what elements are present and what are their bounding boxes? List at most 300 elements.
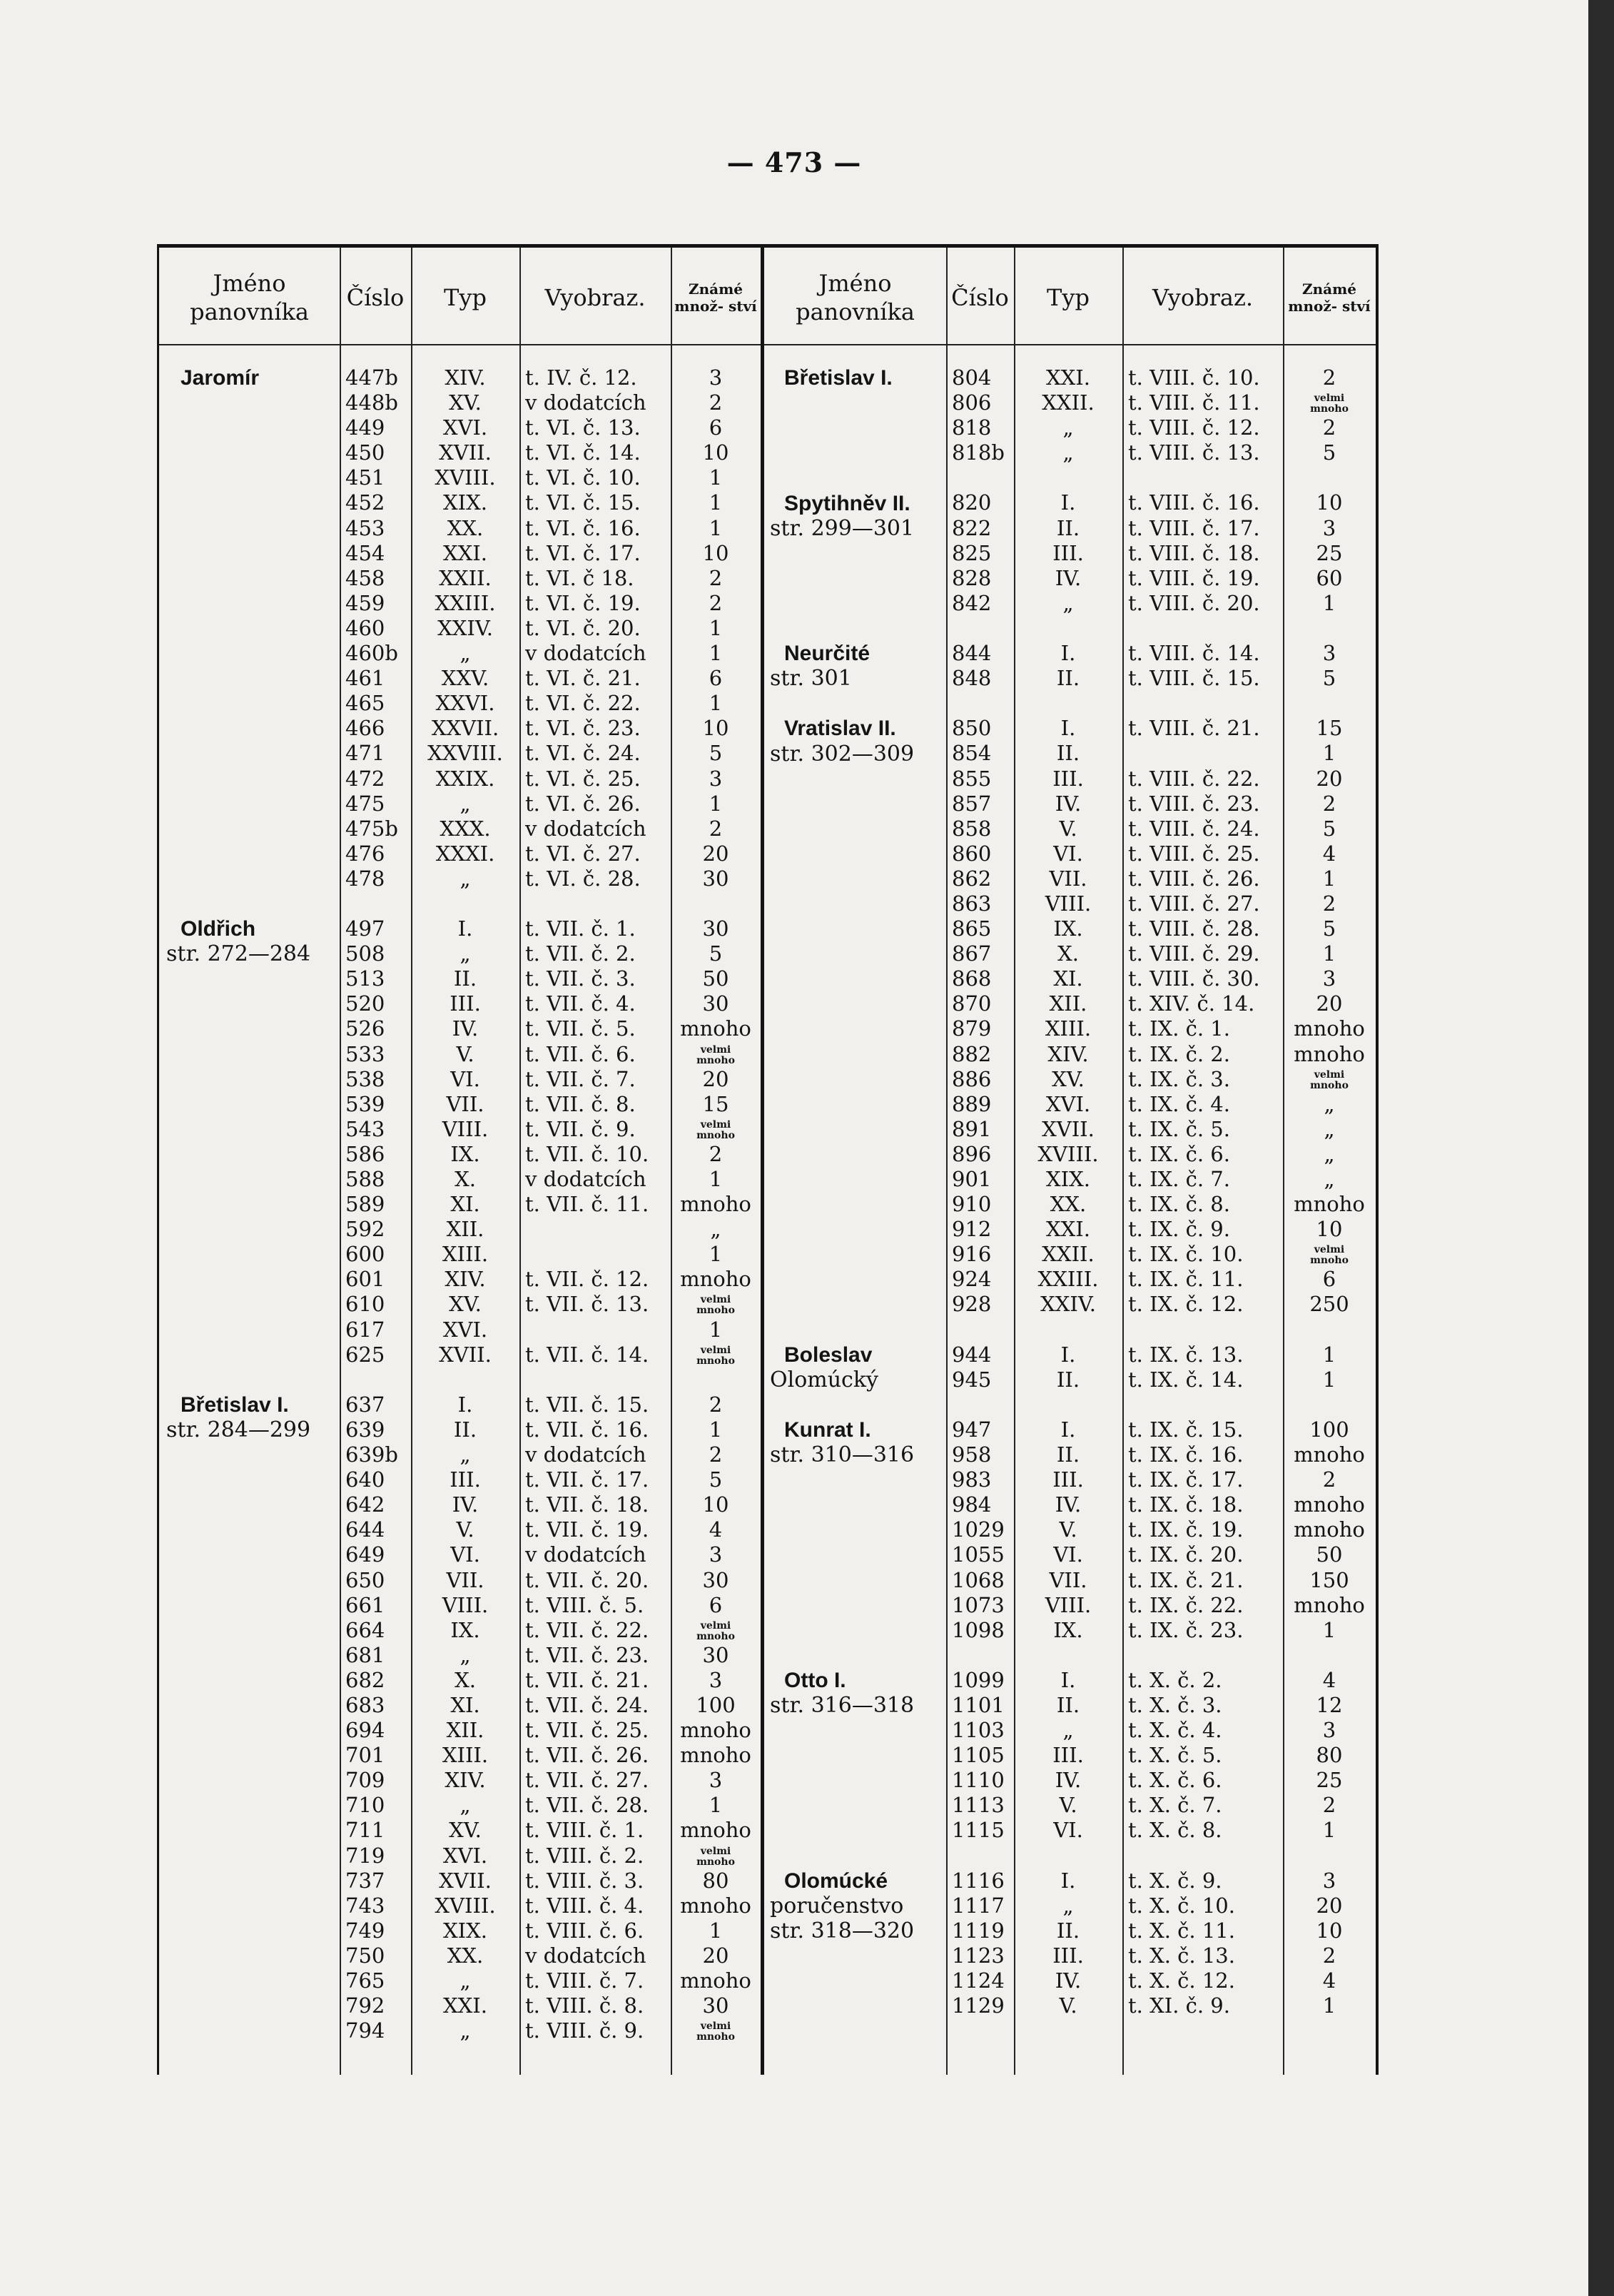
ruler-name: Olomúcké (784, 1869, 888, 1893)
illustration-ref-cell: t. IV. č. 12. (525, 365, 637, 390)
coin-type-cell: X. (1057, 941, 1079, 966)
coin-number-cell: 694 (345, 1718, 385, 1743)
coin-type-cell: XIII. (442, 1743, 489, 1768)
coin-number-cell: 944 (952, 1342, 992, 1367)
known-quantity-cell: mnoho (680, 1743, 751, 1768)
known-quantity-cell: 6 (709, 415, 723, 440)
coin-type-cell: „ (1062, 1893, 1074, 1918)
illustration-ref-cell: t. VIII. č. 21. (1128, 716, 1260, 741)
coin-type-cell: XXI. (443, 1993, 487, 2018)
illustration-ref-cell: t. VII. č. 22. (525, 1617, 649, 1642)
illustration-ref-cell: t. X. č. 13. (1128, 1943, 1235, 1968)
coin-type-cell: II. (1056, 741, 1080, 766)
coin-number-cell: 592 (345, 1217, 385, 1242)
known-quantity-cell: 6 (1322, 1267, 1336, 1292)
illustration-ref-cell: t. IX. č. 9. (1128, 1217, 1230, 1242)
coin-type-cell: XVII. (439, 1342, 492, 1367)
illustration-ref-cell: t. VII. č. 2. (525, 941, 636, 966)
illustration-ref-cell: v dodatcích (525, 816, 646, 841)
known-quantity-cell: 3 (1322, 1868, 1336, 1893)
known-quantity-cell: 1 (1322, 1993, 1336, 2018)
coin-number-cell: 640 (345, 1467, 385, 1492)
coin-number-cell: 639 (345, 1417, 385, 1442)
known-quantity-cell (671, 891, 761, 916)
illustration-ref-cell: t. VII. č. 24. (525, 1692, 649, 1717)
coin-type-cell: VI. (450, 1066, 480, 1091)
illustration-ref-cell: t. VII. č. 23. (525, 1642, 649, 1667)
coin-number-cell: 750 (345, 1943, 385, 1968)
coin-number-cell: 539 (345, 1091, 385, 1116)
coin-type-cell: „ (1062, 440, 1074, 465)
coin-number-cell: 649 (345, 1542, 385, 1567)
coin-number-cell: 882 (952, 1041, 992, 1066)
coin-number-cell: 661 (345, 1592, 385, 1617)
coin-type-cell: XXV. (441, 666, 489, 691)
illustration-ref-cell: t. IX. č. 21. (1128, 1567, 1244, 1592)
known-quantity-cell: 10 (702, 716, 729, 741)
coin-number-cell: 460 (345, 615, 385, 640)
known-quantity-cell: mnoho (1294, 1041, 1365, 1066)
coin-type-cell: „ (460, 1642, 471, 1667)
known-quantity-cell: 3 (709, 1542, 723, 1567)
coin-type-cell: V. (456, 1041, 474, 1066)
coin-number-cell: 984 (952, 1492, 992, 1517)
known-quantity-cell: mnoho (1294, 1016, 1365, 1041)
known-quantity-cell: 5 (709, 1467, 723, 1492)
coin-number-cell: 586 (345, 1141, 385, 1166)
coin-number-cell: 912 (952, 1217, 992, 1242)
known-quantity-cell: 30 (702, 991, 729, 1016)
known-quantity-cell: 3 (1322, 1718, 1336, 1743)
known-quantity-cell: 6 (709, 1592, 723, 1617)
coin-number-cell: 886 (952, 1066, 992, 1091)
known-quantity-cell: 5 (1322, 916, 1336, 941)
illustration-ref-cell (519, 891, 671, 916)
velmi-mnoho-note: velmi mnoho (696, 1294, 735, 1317)
known-quantity-cell: 2 (709, 1392, 723, 1417)
illustration-ref-cell: t. IX. č. 20. (1128, 1542, 1244, 1567)
coin-number-cell: 889 (952, 1091, 992, 1116)
coin-type-cell: XVIII. (1037, 1141, 1099, 1166)
coin-type-cell (1014, 1318, 1122, 1342)
coin-number-cell: 683 (345, 1692, 385, 1717)
illustration-ref-cell: t. IX. č. 8. (1128, 1192, 1230, 1217)
illustration-ref-cell: t. IX. č. 17. (1128, 1467, 1244, 1492)
coin-type-cell: XIV. (445, 1267, 486, 1292)
coin-number-cell: 471 (345, 741, 385, 766)
header-name: Jméno panovníka (796, 270, 915, 325)
coin-type-cell: XVI. (442, 1317, 488, 1342)
coin-type-cell: XVIII. (435, 465, 496, 490)
known-quantity-cell: 1 (709, 1918, 723, 1943)
known-quantity-cell: mnoho (680, 1968, 751, 1993)
known-quantity-cell: 3 (1322, 641, 1336, 666)
coin-number-cell (340, 1367, 411, 1392)
illustration-ref-cell: t. IX. č. 3. (1128, 1066, 1230, 1091)
coin-type-cell: VIII. (442, 1116, 489, 1141)
coin-number-cell: 863 (952, 891, 992, 916)
illustration-ref-cell (1122, 616, 1283, 641)
illustration-ref-cell (1122, 1643, 1283, 1668)
coin-number-cell: 794 (345, 2018, 385, 2043)
ruler-name: Břetislav I. (784, 366, 893, 390)
illustration-ref-cell: t. VIII. č. 27. (1128, 891, 1260, 916)
coin-number-cell: 901 (952, 1167, 992, 1191)
coin-type-cell: VII. (1049, 1567, 1087, 1592)
coin-type-cell: I. (1060, 641, 1076, 666)
coin-number-cell: 828 (952, 565, 992, 590)
illustration-ref-cell: t. VIII. č. 22. (1128, 766, 1260, 791)
coin-type-cell: IV. (452, 1492, 479, 1517)
coin-number-cell: 1098 (952, 1617, 1005, 1642)
coin-type-cell: II. (1056, 666, 1080, 691)
illustration-ref-cell: t. IX. č. 5. (1128, 1116, 1230, 1141)
illustration-ref-cell: t. VIII. č. 7. (525, 1968, 644, 1993)
illustration-ref-cell: t. VI. č. 13. (525, 415, 641, 440)
known-quantity-cell: 1 (1322, 1367, 1336, 1392)
illustration-ref-cell: t. X. č. 5. (1128, 1743, 1222, 1768)
coin-type-cell: I. (1060, 1417, 1076, 1442)
coin-number-cell: 896 (952, 1141, 992, 1166)
coin-type-cell: XXII. (1042, 1242, 1095, 1267)
coin-type-cell: „ (1062, 1718, 1074, 1743)
coin-type-cell: II. (1056, 1442, 1080, 1467)
coin-number-cell: 601 (345, 1267, 385, 1292)
illustration-ref-cell: v dodatcích (525, 1943, 646, 1968)
illustration-ref-cell (1122, 1844, 1283, 1868)
coin-type-cell: IV. (1055, 1968, 1082, 1993)
known-quantity-cell: 50 (1316, 1542, 1343, 1567)
coin-type-cell: XVIII. (435, 1893, 496, 1918)
coin-number-cell (946, 1844, 1014, 1868)
coin-type-cell: VIII. (1045, 891, 1092, 916)
coin-number-cell: 520 (345, 991, 385, 1016)
known-quantity-cell: 2 (1322, 415, 1336, 440)
velmi-mnoho-note: velmi mnoho (696, 1619, 735, 1642)
known-quantity-cell: „ (1324, 1141, 1335, 1166)
illustration-ref-cell: t. X. č. 3. (1128, 1692, 1222, 1717)
known-quantity-cell: 2 (709, 590, 723, 615)
illustration-ref-cell: v dodatcích (525, 641, 646, 666)
coin-type-cell: XI. (450, 1192, 480, 1217)
coin-number-cell: 681 (345, 1642, 385, 1667)
page-number: — 473 — (726, 146, 862, 178)
known-quantity-cell: 10 (1316, 1918, 1343, 1943)
coin-number-cell (946, 616, 1014, 641)
coin-type-cell: XV. (449, 1818, 482, 1843)
illustration-ref-cell: t. VI. č. 28. (525, 866, 641, 891)
coin-type-cell: II. (453, 966, 477, 991)
known-quantity-cell (1283, 1318, 1376, 1342)
illustration-ref-cell (519, 1242, 671, 1267)
coin-type-cell: XXVI. (435, 691, 495, 716)
coin-type-cell: IX. (450, 1617, 480, 1642)
ruler-page-range: str. 316—318 (770, 1693, 915, 1719)
coin-type-cell (1014, 465, 1122, 490)
illustration-ref-cell: t. VII. č. 8. (525, 1091, 636, 1116)
illustration-ref-cell: t. VII. č. 26. (525, 1743, 649, 1768)
illustration-ref-cell: t. VII. č. 13. (525, 1292, 649, 1317)
illustration-ref-cell: t. VI. č. 21. (525, 666, 641, 691)
coin-number-cell: 855 (952, 766, 992, 791)
known-quantity-cell: 3 (709, 365, 723, 390)
ruler-name: Neurčité (784, 642, 871, 666)
coin-number-cell: 862 (952, 866, 992, 891)
known-quantity-cell: 5 (1322, 666, 1336, 691)
coin-type-cell: IV. (452, 1016, 479, 1041)
coin-number-cell: 947 (952, 1417, 992, 1442)
coin-number-cell: 460b (345, 641, 398, 666)
coin-number-cell (946, 465, 1014, 490)
known-quantity-cell: 3 (1322, 966, 1336, 991)
known-quantity-cell: „ (1324, 1167, 1335, 1191)
known-quantity-cell: 60 (1316, 565, 1343, 590)
known-quantity-cell: 2 (1322, 791, 1336, 816)
known-quantity-cell: 2 (709, 1442, 723, 1467)
illustration-ref-cell: t. VII. č. 3. (525, 966, 636, 991)
coin-number-cell: 842 (952, 590, 992, 615)
known-quantity-cell (1283, 616, 1376, 641)
coin-type-cell: XIV. (1047, 1041, 1089, 1066)
coin-type-cell (1014, 1643, 1122, 1668)
illustration-ref-cell: t. VIII. č. 6. (525, 1918, 644, 1943)
right-number-column (946, 365, 1014, 2018)
header-number: Číslo (951, 284, 1009, 311)
velmi-mnoho-note: velmi mnoho (696, 2021, 735, 2043)
coin-type-cell: I. (1060, 716, 1076, 741)
coin-type-cell: XXXI. (435, 841, 495, 866)
velmi-mnoho-note: velmi mnoho (696, 1118, 735, 1141)
coin-number-cell: 475 (345, 791, 385, 816)
coin-type-cell: „ (460, 941, 471, 966)
illustration-ref-cell: t. VII. č. 5. (525, 1016, 636, 1041)
known-quantity-cell: mnoho (680, 1192, 751, 1217)
coin-number-cell: 822 (952, 515, 992, 540)
coin-type-cell: II. (1056, 1918, 1080, 1943)
illustration-ref-cell: t. X. č. 12. (1128, 1968, 1235, 1993)
known-quantity-cell: 1 (709, 1417, 723, 1442)
known-quantity-cell: 5 (1322, 440, 1336, 465)
coin-type-cell: I. (457, 916, 473, 941)
illustration-ref-cell: t. IX. č. 23. (1128, 1617, 1244, 1642)
coin-number-cell: 765 (345, 1968, 385, 1993)
velmi-mnoho-note: velmi mnoho (1310, 1068, 1349, 1091)
illustration-ref-cell: t. VI. č. 23. (525, 716, 641, 741)
known-quantity-cell: „ (710, 1217, 721, 1242)
known-quantity-cell: mnoho (1294, 1492, 1365, 1517)
known-quantity-cell: 20 (1316, 1893, 1343, 1918)
known-quantity-cell: 10 (1316, 1217, 1343, 1242)
left-quantity-column (671, 365, 761, 2043)
coin-type-cell: XI. (450, 1692, 480, 1717)
coin-number-cell: 1123 (952, 1943, 1005, 1968)
header-illustration: Vyobraz. (544, 284, 646, 311)
illustration-ref-cell: t. VIII. č. 1. (525, 1818, 644, 1843)
coin-type-cell: XXIV. (1040, 1292, 1096, 1317)
known-quantity-cell: mnoho (680, 1893, 751, 1918)
coin-type-cell: XXIX. (435, 766, 495, 791)
known-quantity-cell: 10 (1316, 490, 1343, 515)
illustration-ref-cell: v dodatcích (525, 1167, 646, 1191)
known-quantity-cell (1283, 1067, 1376, 1092)
known-quantity-cell: mnoho (680, 1818, 751, 1843)
coin-type-cell: XXIV. (437, 615, 493, 640)
known-quantity-cell: 1 (709, 791, 723, 816)
illustration-ref-cell: t. VI. č. 24. (525, 741, 641, 766)
known-quantity-cell (1283, 1242, 1376, 1267)
illustration-ref-cell: t. VIII. č. 2. (525, 1843, 644, 1868)
coin-number-cell: 644 (345, 1517, 385, 1542)
known-quantity-cell (1283, 465, 1376, 490)
header-known-quantity: Známé množ- ství (1288, 280, 1371, 315)
coin-type-cell: III. (450, 1467, 481, 1492)
known-quantity-cell: 30 (702, 866, 729, 891)
illustration-ref-cell: t. IX. č. 11. (1128, 1267, 1244, 1292)
coin-type-cell: XXVII. (431, 716, 499, 741)
illustration-ref-cell: t. VII. č. 27. (525, 1768, 649, 1793)
illustration-ref-cell: t. VIII. č. 29. (1128, 941, 1260, 966)
coin-type-cell: XIX. (1046, 1167, 1090, 1191)
known-quantity-cell: 80 (702, 1868, 729, 1893)
coin-type-cell: I. (1060, 1868, 1076, 1893)
illustration-ref-cell: t. IX. č. 16. (1128, 1442, 1244, 1467)
coin-number-cell: 450 (345, 440, 385, 465)
coin-number-cell: 478 (345, 866, 385, 891)
illustration-ref-cell: v dodatcích (525, 390, 646, 415)
coin-number-cell: 910 (952, 1192, 992, 1217)
known-quantity-cell: 2 (1322, 365, 1336, 390)
illustration-ref-cell: t. VIII. č. 10. (1128, 365, 1260, 390)
coin-number-cell: 928 (952, 1292, 992, 1317)
coin-type-cell: XVI. (442, 415, 488, 440)
illustration-ref-cell: t. VIII. č. 18. (1128, 540, 1260, 565)
known-quantity-cell: 5 (709, 741, 723, 766)
coin-number-cell: 637 (345, 1392, 385, 1417)
illustration-ref-cell: t. VIII. č. 28. (1128, 916, 1260, 941)
coin-type-cell: VII. (446, 1091, 484, 1116)
known-quantity-cell (1283, 390, 1376, 415)
known-quantity-cell: 1 (709, 615, 723, 640)
coin-type-cell (411, 1367, 519, 1392)
ruler-page-range: str. 301 (770, 666, 852, 692)
coin-number-cell: 818b (952, 440, 1005, 465)
coin-type-cell: XVI. (1045, 1091, 1091, 1116)
coin-number-cell: 1119 (952, 1918, 1005, 1943)
known-quantity-cell: 1 (1322, 590, 1336, 615)
coin-type-cell: X. (455, 1667, 476, 1692)
illustration-ref-cell: t. VII. č. 21. (525, 1667, 649, 1692)
coin-type-cell: XXIII. (1037, 1267, 1099, 1292)
coin-type-cell: I. (1060, 1667, 1076, 1692)
ruler-page-range: str. 302—309 (770, 741, 915, 767)
coin-type-cell: VI. (450, 1542, 480, 1567)
illustration-ref-cell: t. VIII. č. 17. (1128, 515, 1260, 540)
ruler-name: Vratislav II. (784, 717, 896, 741)
illustration-ref-cell: t. X. č. 2. (1128, 1667, 1222, 1692)
known-quantity-cell: 30 (702, 1993, 729, 2018)
illustration-ref-cell: t. VII. č. 9. (525, 1116, 636, 1141)
velmi-mnoho-note: velmi mnoho (696, 1043, 735, 1066)
coin-number-cell: 465 (345, 691, 385, 716)
illustration-ref-cell: t. X. č. 7. (1128, 1793, 1222, 1818)
illustration-ref-cell: t. VII. č. 6. (525, 1041, 636, 1066)
coin-type-cell: III. (1052, 1467, 1084, 1492)
ruler-name: Boleslav (784, 1342, 873, 1367)
illustration-ref-cell: t. X. č. 9. (1128, 1868, 1222, 1893)
known-quantity-cell: 1 (709, 1793, 723, 1818)
illustration-ref-cell: t. VIII. č. 14. (1128, 641, 1260, 666)
known-quantity-cell: 1 (709, 1242, 723, 1267)
known-quantity-cell: 1 (1322, 1617, 1336, 1642)
coin-type-cell: XX. (447, 515, 484, 540)
known-quantity-cell (671, 1844, 761, 1868)
known-quantity-cell: 15 (1316, 716, 1343, 741)
coin-type-cell (411, 891, 519, 916)
illustration-ref-cell: t. VII. č. 16. (525, 1417, 649, 1442)
ruler-name: Kunrat I. (784, 1418, 871, 1442)
known-quantity-cell: 12 (1316, 1692, 1343, 1717)
illustration-ref-cell: t. VIII. č. 24. (1128, 816, 1260, 841)
illustration-ref-cell: t. VII. č. 14. (525, 1342, 649, 1367)
coin-type-cell: VI. (1053, 1542, 1083, 1567)
coin-number-cell: 850 (952, 716, 992, 741)
velmi-mnoho-note: velmi mnoho (696, 1845, 735, 1868)
illustration-ref-cell: t. X. č. 6. (1128, 1768, 1222, 1793)
coin-type-cell: XXI. (1046, 1217, 1090, 1242)
illustration-ref-cell: t. X. č. 11. (1128, 1918, 1235, 1943)
illustration-ref-cell (1122, 741, 1283, 766)
known-quantity-cell: 25 (1316, 540, 1343, 565)
coin-number-cell: 868 (952, 966, 992, 991)
coin-number-cell: 867 (952, 941, 992, 966)
coin-number-cell: 466 (345, 716, 385, 741)
coin-number-cell: 1124 (952, 1968, 1005, 1993)
coin-type-cell: V. (1059, 1793, 1077, 1818)
illustration-ref-cell: t. IX. č. 18. (1128, 1492, 1244, 1517)
coin-number-cell: 642 (345, 1492, 385, 1517)
known-quantity-cell: 1 (709, 1167, 723, 1191)
left-number-column (340, 365, 411, 2043)
coin-number-cell: 461 (345, 666, 385, 691)
coin-number-cell: 749 (345, 1918, 385, 1943)
illustration-ref-cell: t. VIII. č. 16. (1128, 490, 1260, 515)
known-quantity-cell (1283, 691, 1376, 716)
coin-type-cell: XIII. (442, 1242, 489, 1267)
right-quantity-column (1283, 365, 1376, 2018)
coin-type-cell: XII. (446, 1217, 484, 1242)
illustration-ref-cell: t. VII. č. 25. (525, 1718, 649, 1743)
illustration-ref-cell: t. X. č. 10. (1128, 1893, 1235, 1918)
known-quantity-cell: 30 (702, 1567, 729, 1592)
coin-number-cell: 526 (345, 1016, 385, 1041)
illustration-ref-cell: t. VII. č. 28. (525, 1793, 649, 1818)
coin-number-cell: 792 (345, 1993, 385, 2018)
illustration-ref-cell (1122, 1392, 1283, 1417)
known-quantity-cell: 1 (1322, 866, 1336, 891)
coin-type-cell: IX. (1053, 1617, 1083, 1642)
known-quantity-cell (1283, 1392, 1376, 1417)
illustration-ref-cell: t. IX. č. 19. (1128, 1517, 1244, 1542)
illustration-ref-cell: v dodatcích (525, 1442, 646, 1467)
coin-number-cell: 682 (345, 1667, 385, 1692)
known-quantity-cell: 15 (702, 1091, 729, 1116)
illustration-ref-cell: t. VI. č. 10. (525, 465, 641, 490)
coin-number-cell (946, 1643, 1014, 1668)
coin-number-cell: 459 (345, 590, 385, 615)
coin-type-cell: XIX. (443, 1918, 487, 1943)
coin-type-cell: XXII. (1042, 390, 1095, 415)
coin-type-cell: „ (460, 791, 471, 816)
